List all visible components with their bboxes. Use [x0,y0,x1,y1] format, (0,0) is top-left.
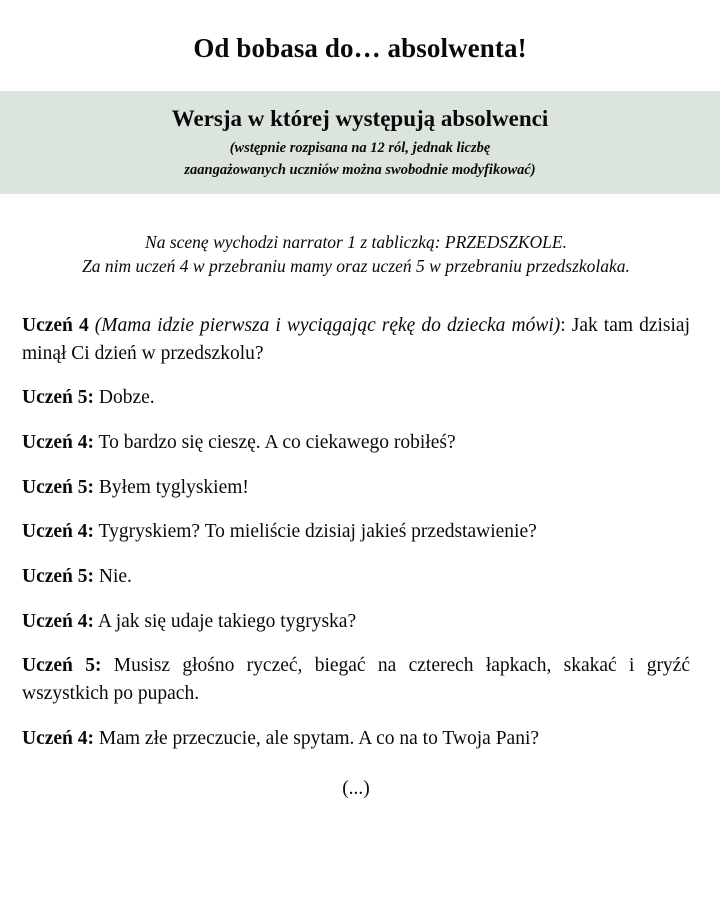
dialogue-line [22,608,690,636]
dialogue-line [22,474,690,502]
version-heading: Wersja w której występują absolwenci [171,106,549,132]
speaker-label: Uczeń 5: [22,387,95,409]
dialogue-line [22,563,690,591]
script-body [0,230,720,802]
stage-direction-line-1: Na scenę wychodzi narrator 1 z tabliczką: PRZEDSZKOLE. [145,231,567,252]
dialogue-text: Dobze. [94,387,155,409]
stage-direction-line-2: Za nim uczeń 4 w przebraniu mamy oraz uczeń 5 w przebraniu przedszkolaka. [82,255,630,276]
ending-marker: (...) [342,777,370,799]
speaker-label: Uczeń 4: [22,432,95,454]
dialogue-line [22,652,690,707]
speaker-label: Uczeń 4: [22,727,95,749]
inline-stage-direction: (Mama idzie pierwsza i wyciągając rękę do dziecka mówi) [88,314,561,336]
version-subtitle-line-2: zaangażowanych uczniów można swobodnie modyfikować) [184,161,536,178]
speaker-label: Uczeń 4 [22,314,89,336]
dialogue-line [22,518,690,546]
dialogue-list [22,312,690,753]
version-highlight-band [0,91,720,194]
dialogue-line [22,725,690,753]
dialogue-text: : Jak tam dzisiaj minął Ci dzień w przedszkolu? [22,314,690,364]
dialogue-text: To bardzo się cieszę. A co ciekawego robiłeś? [94,432,456,454]
speaker-label: Uczeń 4: [22,521,95,543]
version-subtitle [0,137,720,181]
dialogue-line [22,384,690,412]
dialogue-text: Musisz głośno ryczeć, biegać na czterech łapkach, skakać i gryźć wszystkich po pupach. [22,655,690,705]
dialogue-line [22,429,690,457]
speaker-label: Uczeń 5: [22,476,95,498]
dialogue-line [22,312,690,367]
dialogue-text: Byłem tyglyskiem! [94,476,249,498]
speaker-label: Uczeń 5: [22,566,95,588]
dialogue-text: Tygryskiem? To mieliście dzisiaj jakieś przedstawienie? [94,521,537,543]
dialogue-text: Mam złe przeczucie, ale spytam. A co na to Twoja Pani? [94,727,540,749]
speaker-label: Uczeń 4: [22,610,95,632]
page-title: Od bobasa do… absolwenta! [193,33,527,63]
stage-direction-intro [22,230,690,278]
speaker-label: Uczeń 5: [22,655,102,677]
dialogue-text: A jak się udaje takiego tygryska? [94,610,357,632]
dialogue-text: Nie. [94,566,132,588]
version-subtitle-line-1: (wstępnie rozpisana na 12 ról, jednak liczbę [229,139,491,156]
